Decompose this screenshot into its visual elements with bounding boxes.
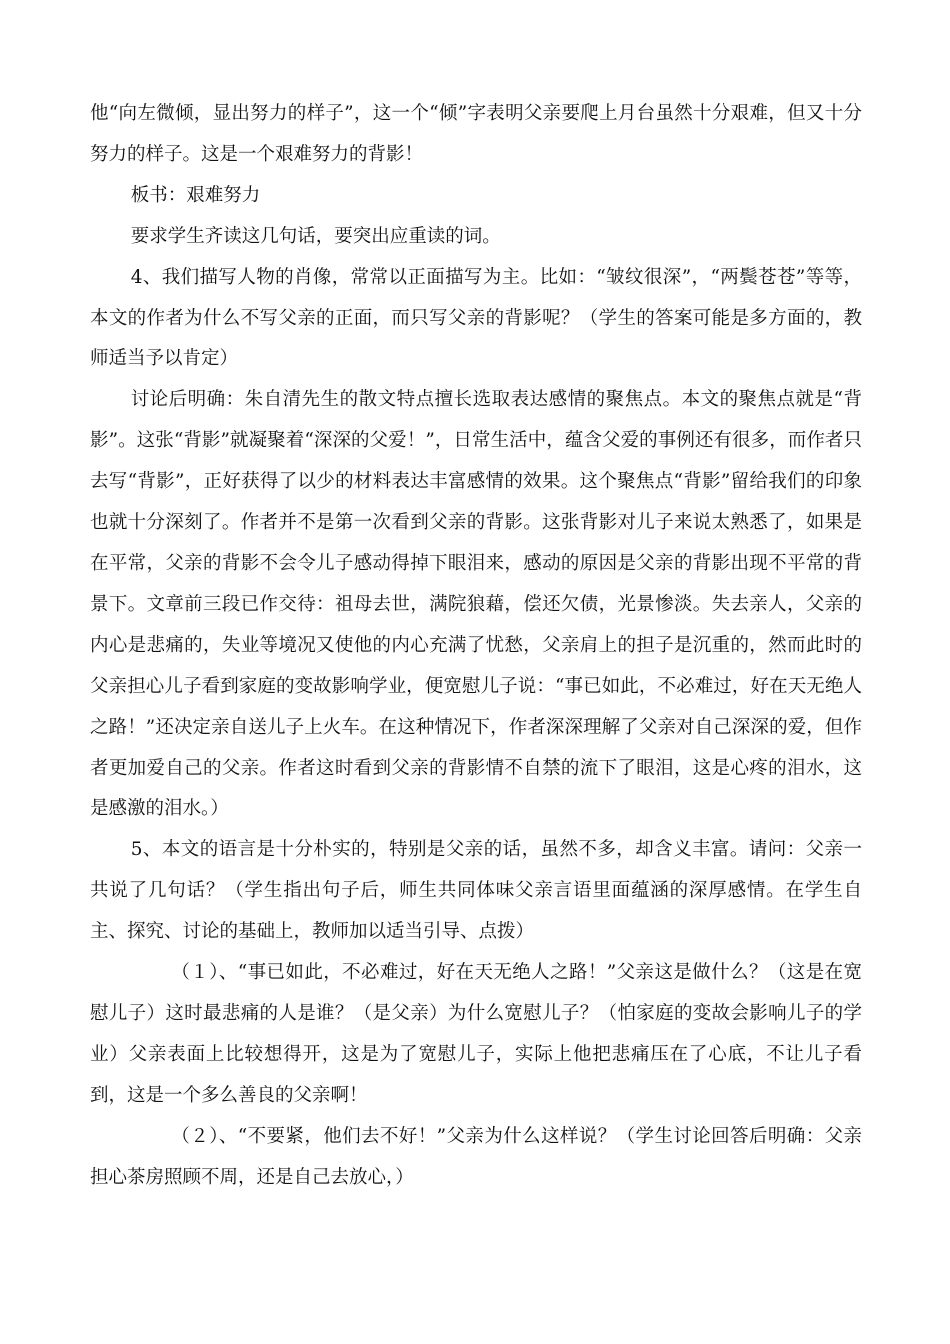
paragraph-sub-item-2: （２）、“不要紧，他们去不好！”父亲为什么这样说？（学生讨论回答后明确：父亲担心茶房照顾不周，还是自己去放心，） [90,1125,862,1188]
paragraph-blackboard-note: 板书：艰难努力 [130,184,261,206]
paragraph-continuation: 他“向左微倾，显出努力的样子”，这一个“倾”字表明父亲要爬上月台虽然十分艰难，但又十分努力的样子。这是一个艰难努力的背影！ [90,103,862,165]
paragraph-question-5: 5、本文的语言是十分朴实的，特别是父亲的话，虽然不多，却含义丰富。请问：父亲一共说了几句话？（学生指出句子后，师生共同体味父亲言语里面蕴涵的深厚感情。在学生自主、探究、讨论的基础上，教师加以适当引导、点拨） [90,839,862,943]
paragraph-reading-instruction: 要求学生齐读这几句话，要突出应重读的词。 [130,225,501,247]
paragraph-discussion: 讨论后明确：朱自清先生的散文特点擅长选取表达感情的聚焦点。本文的聚焦点就是“背影”。这张“背影”就凝聚着“深深的父爱！”，日常生活中，蕴含父爱的事例还有很多，而作者只去写“背影”，正好获得了以少的材料表达丰富感情的效果。这个聚焦点“背影”留给我们的印象也就十分深刻了。作者并不是第一次看到父亲的背影。这张背影对儿子来说太熟悉了，如果是在平常，父亲的背影不会令儿子感动得掉下眼泪来，感动的原因是父亲的背影出现不平常的背景下。文章前三段已作交待：祖母去世，满院狼藉，偿还欠债，光景惨淡。失去亲人，父亲的内心是悲痛的，失业等境况又使他的内心充满了忧愁，父亲肩上的担子是沉重的，然而此时的父亲担心儿子看到家庭的变故影响学业，便宽慰儿子说：“事已如此，不必难过，好在天无绝人之路！”还决定亲自送儿子上火车。在这种情况下，作者深深理解了父亲对自己深深的爱，但作者更加爱自己的父亲。作者这时看到父亲的背影情不自禁的流下了眼泪，这是心疼的泪水，这是感激的泪水。） [90,389,862,820]
paragraph-question-4: 4、我们描写人物的肖像，常常以正面描写为主。比如：“皱纹很深”，“两鬓苍苍”等等，本文的作者为什么不写父亲的正面，而只写父亲的背影呢？（学生的答案可能是多方面的，教师适当予以肯定） [90,266,862,370]
paragraph-sub-item-1: （１）、“事已如此，不必难过，好在天无绝人之路！”父亲这是做什么？（这是在宽慰儿子）这时最悲痛的人是谁？（是父亲）为什么宽慰儿子？（怕家庭的变故会影响儿子的学业）父亲表面上比较想得开，这是为了宽慰儿子，实际上他把悲痛压在了心底，不让儿子看到，这是一个多么善良的父亲啊！ [90,962,862,1106]
document-body [90,94,862,1198]
